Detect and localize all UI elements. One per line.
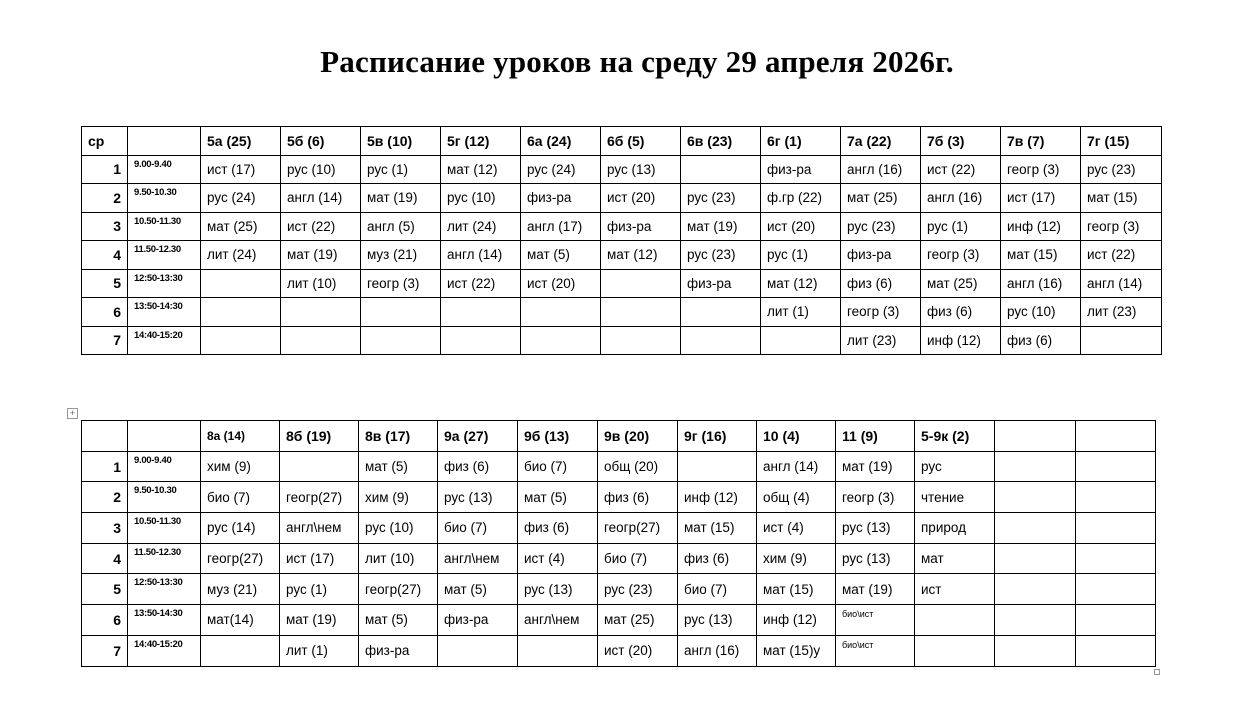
lesson-cell: мат (12)	[441, 155, 521, 184]
lesson-cell	[995, 451, 1076, 482]
lesson-cell: общ (4)	[757, 482, 836, 513]
lesson-cell: рус (13)	[836, 543, 915, 574]
lesson-cell: мат (15)	[1081, 184, 1162, 213]
class-header-cell: 5а (25)	[201, 127, 281, 156]
lesson-cell: физ (6)	[678, 543, 757, 574]
page-title: Расписание уроков на среду 29 апреля 2026г.	[320, 44, 954, 79]
lesson-cell: рус (23)	[841, 212, 921, 241]
lesson-time-cell: 9.00-9.40	[128, 155, 201, 184]
lesson-cell: био (7)	[598, 543, 678, 574]
lesson-row	[82, 184, 1162, 213]
lesson-cell: лит (24)	[201, 241, 281, 270]
lesson-cell	[518, 635, 598, 666]
lesson-cell	[601, 269, 681, 298]
lesson-cell: рус (10)	[441, 184, 521, 213]
lesson-cell: чтение	[915, 482, 995, 513]
lesson-cell: инф (12)	[921, 326, 1001, 355]
lesson-row	[82, 543, 1156, 574]
lesson-cell: рус (23)	[1081, 155, 1162, 184]
class-header-cell: 6в (23)	[681, 127, 761, 156]
lesson-row	[82, 605, 1156, 636]
lesson-cell	[995, 482, 1076, 513]
lesson-cell: рус (13)	[601, 155, 681, 184]
lesson-cell: мат (15)	[678, 513, 757, 544]
lesson-cell: англ\нем	[280, 513, 359, 544]
lesson-cell: ист	[915, 574, 995, 605]
lesson-cell: лит (1)	[280, 635, 359, 666]
lesson-number-cell: 7	[82, 326, 128, 355]
lesson-cell: лит (23)	[1081, 298, 1162, 327]
lesson-cell: био (7)	[438, 513, 518, 544]
lesson-number-cell: 2	[82, 482, 128, 513]
lesson-cell	[521, 326, 601, 355]
lesson-time-cell: 11.50-12.30	[128, 241, 201, 270]
lesson-cell: ист (17)	[1001, 184, 1081, 213]
lesson-cell: англ (17)	[521, 212, 601, 241]
time-header-cell	[128, 421, 201, 452]
lesson-time-cell: 9.50-10.30	[128, 184, 201, 213]
lesson-cell: англ (16)	[1001, 269, 1081, 298]
lesson-cell	[681, 155, 761, 184]
lesson-number-cell: 4	[82, 543, 128, 574]
lesson-cell: ист (4)	[518, 543, 598, 574]
lesson-cell: англ (14)	[281, 184, 361, 213]
lesson-cell: ист (20)	[598, 635, 678, 666]
lesson-cell: физ-ра	[521, 184, 601, 213]
class-header-cell: 7б (3)	[921, 127, 1001, 156]
lesson-cell	[601, 326, 681, 355]
lesson-cell	[995, 513, 1076, 544]
lesson-cell: геогр(27)	[359, 574, 438, 605]
lesson-cell: ист (4)	[757, 513, 836, 544]
lesson-row	[82, 155, 1162, 184]
lesson-time-cell: 9.50-10.30	[128, 482, 201, 513]
lesson-row	[82, 635, 1156, 666]
lesson-cell: англ (16)	[841, 155, 921, 184]
lesson-cell: био\ист	[836, 605, 915, 636]
lesson-cell	[201, 635, 280, 666]
lesson-cell: ист (20)	[601, 184, 681, 213]
lesson-cell	[995, 605, 1076, 636]
lesson-cell: англ (14)	[441, 241, 521, 270]
lesson-cell: ист (22)	[1081, 241, 1162, 270]
lesson-number-cell: 3	[82, 212, 128, 241]
lesson-time-cell: 9.00-9.40	[128, 451, 201, 482]
lesson-cell: англ (14)	[1081, 269, 1162, 298]
lesson-cell: ф.гр (22)	[761, 184, 841, 213]
class-header-cell: 10 (4)	[757, 421, 836, 452]
table-resize-handle-icon[interactable]	[1154, 669, 1160, 675]
lesson-number-cell: 3	[82, 513, 128, 544]
lesson-time-cell: 11.50-12.30	[128, 543, 201, 574]
class-header-cell: 7а (22)	[841, 127, 921, 156]
lesson-cell	[1076, 543, 1156, 574]
lesson-cell: био (7)	[678, 574, 757, 605]
table-move-handle-icon[interactable]: +	[67, 408, 78, 419]
lesson-cell: мат	[915, 543, 995, 574]
lesson-cell: лит (24)	[441, 212, 521, 241]
lesson-cell: рус (24)	[521, 155, 601, 184]
lesson-cell: мат (15)	[1001, 241, 1081, 270]
class-header-cell	[995, 421, 1076, 452]
lesson-cell: рус (13)	[518, 574, 598, 605]
table-header-row	[82, 421, 1156, 452]
lesson-time-cell: 14:40-15:20	[128, 326, 201, 355]
lesson-cell: рус (13)	[438, 482, 518, 513]
lesson-cell: лит (10)	[281, 269, 361, 298]
lesson-cell: англ (16)	[678, 635, 757, 666]
lesson-number-cell: 6	[82, 298, 128, 327]
lesson-number-cell: 7	[82, 635, 128, 666]
lesson-cell	[1076, 513, 1156, 544]
lesson-number-cell: 6	[82, 605, 128, 636]
lesson-cell: био (7)	[201, 482, 280, 513]
lesson-cell: физ (6)	[438, 451, 518, 482]
lesson-cell: ист (22)	[921, 155, 1001, 184]
lesson-cell	[1076, 574, 1156, 605]
class-header-cell: 7г (15)	[1081, 127, 1162, 156]
lesson-cell: рус (10)	[359, 513, 438, 544]
lesson-cell: геогр(27)	[598, 513, 678, 544]
lesson-row	[82, 269, 1162, 298]
lesson-cell	[681, 326, 761, 355]
lesson-cell: англ (5)	[361, 212, 441, 241]
lesson-number-cell: 1	[82, 451, 128, 482]
lesson-cell: мат (5)	[521, 241, 601, 270]
lesson-cell: физ (6)	[841, 269, 921, 298]
lesson-cell: мат (19)	[836, 451, 915, 482]
lesson-cell: англ\нем	[438, 543, 518, 574]
lesson-cell	[761, 326, 841, 355]
lesson-cell	[438, 635, 518, 666]
lesson-cell: мат (19)	[281, 241, 361, 270]
lesson-cell: физ (6)	[921, 298, 1001, 327]
lesson-cell	[601, 298, 681, 327]
lesson-cell: физ (6)	[1001, 326, 1081, 355]
lesson-cell: физ-ра	[601, 212, 681, 241]
lesson-cell	[915, 605, 995, 636]
lesson-row	[82, 574, 1156, 605]
lesson-cell	[521, 298, 601, 327]
lesson-time-cell: 12:50-13:30	[128, 574, 201, 605]
lesson-cell	[201, 298, 281, 327]
lesson-cell: рус (23)	[681, 241, 761, 270]
lesson-cell: геогр (3)	[1001, 155, 1081, 184]
lesson-cell	[995, 635, 1076, 666]
lesson-cell: рус (24)	[201, 184, 281, 213]
lesson-cell: физ-ра	[359, 635, 438, 666]
lesson-row	[82, 513, 1156, 544]
lesson-cell: геогр (3)	[921, 241, 1001, 270]
time-header-cell	[128, 127, 201, 156]
lesson-cell: мат (25)	[921, 269, 1001, 298]
class-header-cell: 9г (16)	[678, 421, 757, 452]
class-header-cell: 9в (20)	[598, 421, 678, 452]
lesson-cell: мат (5)	[438, 574, 518, 605]
day-label-cell: ср	[82, 127, 128, 156]
lesson-number-cell: 2	[82, 184, 128, 213]
lesson-row	[82, 326, 1162, 355]
lesson-cell: инф (12)	[678, 482, 757, 513]
class-header-cell: 6б (5)	[601, 127, 681, 156]
lesson-cell: муз (21)	[201, 574, 280, 605]
lesson-cell: мат (25)	[841, 184, 921, 213]
lesson-cell	[281, 326, 361, 355]
lesson-cell: рус (23)	[681, 184, 761, 213]
class-header-cell: 8а (14)	[201, 421, 280, 452]
lesson-cell: мат (5)	[359, 451, 438, 482]
lesson-cell: геогр (3)	[1081, 212, 1162, 241]
lesson-cell	[201, 269, 281, 298]
lesson-cell	[1081, 326, 1162, 355]
lesson-cell: рус (23)	[598, 574, 678, 605]
lesson-cell	[281, 298, 361, 327]
class-header-cell: 5г (12)	[441, 127, 521, 156]
lesson-cell: англ (14)	[757, 451, 836, 482]
class-header-cell: 7в (7)	[1001, 127, 1081, 156]
lesson-cell: ист (22)	[441, 269, 521, 298]
class-header-cell: 9б (13)	[518, 421, 598, 452]
class-header-cell: 5б (6)	[281, 127, 361, 156]
class-header-cell: 5в (10)	[361, 127, 441, 156]
lesson-cell: мат (12)	[601, 241, 681, 270]
lesson-cell	[681, 298, 761, 327]
lesson-cell: мат (25)	[201, 212, 281, 241]
lesson-number-cell: 4	[82, 241, 128, 270]
lesson-cell: англ\нем	[518, 605, 598, 636]
lesson-cell	[280, 451, 359, 482]
lesson-time-cell: 13:50-14:30	[128, 298, 201, 327]
lesson-time-cell: 10.50-11.30	[128, 513, 201, 544]
lesson-cell: ист (17)	[201, 155, 281, 184]
lesson-cell: геогр (3)	[361, 269, 441, 298]
lesson-cell: общ (20)	[598, 451, 678, 482]
lesson-cell	[995, 574, 1076, 605]
lesson-cell	[1076, 451, 1156, 482]
lesson-cell: лит (1)	[761, 298, 841, 327]
lesson-cell: хим (9)	[359, 482, 438, 513]
lesson-cell	[361, 326, 441, 355]
lesson-cell: рус (1)	[921, 212, 1001, 241]
lesson-cell	[915, 635, 995, 666]
class-header-cell: 5-9к (2)	[915, 421, 995, 452]
lesson-cell: ист (22)	[281, 212, 361, 241]
class-header-cell: 8в (17)	[359, 421, 438, 452]
lesson-cell: мат (19)	[836, 574, 915, 605]
lesson-cell: геогр (3)	[841, 298, 921, 327]
lesson-row	[82, 241, 1162, 270]
class-header-cell: 11 (9)	[836, 421, 915, 452]
lesson-cell: рус (10)	[1001, 298, 1081, 327]
lesson-time-cell: 13:50-14:30	[128, 605, 201, 636]
lesson-cell: мат (5)	[518, 482, 598, 513]
lesson-cell: физ-ра	[681, 269, 761, 298]
lesson-cell	[995, 543, 1076, 574]
lesson-cell	[441, 326, 521, 355]
lesson-time-cell: 14:40-15:20	[128, 635, 201, 666]
lesson-cell: англ (16)	[921, 184, 1001, 213]
lesson-cell	[1076, 635, 1156, 666]
lesson-cell: ист (20)	[521, 269, 601, 298]
lesson-cell: мат (19)	[280, 605, 359, 636]
lesson-cell: рус (10)	[281, 155, 361, 184]
schedule-table-grades-5-7	[81, 126, 1162, 355]
lesson-cell: лит (23)	[841, 326, 921, 355]
table-header-row	[82, 127, 1162, 156]
class-header-cell: 8б (19)	[280, 421, 359, 452]
lesson-cell: мат (25)	[598, 605, 678, 636]
lesson-cell: рус (14)	[201, 513, 280, 544]
lesson-time-cell: 12:50-13:30	[128, 269, 201, 298]
lesson-cell: мат (19)	[681, 212, 761, 241]
lesson-cell: рус (1)	[361, 155, 441, 184]
lesson-number-cell: 1	[82, 155, 128, 184]
lesson-cell: хим (9)	[757, 543, 836, 574]
lesson-row	[82, 212, 1162, 241]
lesson-row	[82, 482, 1156, 513]
lesson-cell: физ (6)	[598, 482, 678, 513]
class-header-cell: 6г (1)	[761, 127, 841, 156]
lesson-cell: мат (15)	[757, 574, 836, 605]
lesson-cell: ист (17)	[280, 543, 359, 574]
lesson-cell	[1076, 482, 1156, 513]
class-header-cell: 9а (27)	[438, 421, 518, 452]
lesson-cell: мат(14)	[201, 605, 280, 636]
lesson-cell	[361, 298, 441, 327]
lesson-cell: физ (6)	[518, 513, 598, 544]
lesson-cell: мат (12)	[761, 269, 841, 298]
lesson-cell: био\ист	[836, 635, 915, 666]
lesson-cell: инф (12)	[1001, 212, 1081, 241]
lesson-cell: инф (12)	[757, 605, 836, 636]
lesson-cell: физ-ра	[761, 155, 841, 184]
lesson-cell: био (7)	[518, 451, 598, 482]
lesson-cell: рус (13)	[836, 513, 915, 544]
lesson-cell: геогр (3)	[836, 482, 915, 513]
lesson-cell: геогр(27)	[201, 543, 280, 574]
lesson-cell: рус (1)	[280, 574, 359, 605]
lesson-row	[82, 451, 1156, 482]
lesson-row	[82, 298, 1162, 327]
lesson-cell	[678, 451, 757, 482]
lesson-cell: мат (15)у	[757, 635, 836, 666]
lesson-cell	[201, 326, 281, 355]
lesson-number-cell: 5	[82, 269, 128, 298]
class-header-cell: 6а (24)	[521, 127, 601, 156]
lesson-cell: муз (21)	[361, 241, 441, 270]
lesson-cell	[1076, 605, 1156, 636]
lesson-cell: мат (5)	[359, 605, 438, 636]
lesson-cell: рус (1)	[761, 241, 841, 270]
lesson-cell: природ	[915, 513, 995, 544]
lesson-cell: мат (19)	[361, 184, 441, 213]
lesson-cell: физ-ра	[841, 241, 921, 270]
schedule-table-grades-8-11	[81, 420, 1156, 667]
lesson-cell: физ-ра	[438, 605, 518, 636]
lesson-cell: лит (10)	[359, 543, 438, 574]
day-label-cell	[82, 421, 128, 452]
lesson-cell: ист (20)	[761, 212, 841, 241]
class-header-cell	[1076, 421, 1156, 452]
lesson-number-cell: 5	[82, 574, 128, 605]
lesson-cell: хим (9)	[201, 451, 280, 482]
lesson-time-cell: 10.50-11.30	[128, 212, 201, 241]
lesson-cell: геогр(27)	[280, 482, 359, 513]
lesson-cell	[441, 298, 521, 327]
lesson-cell: рус	[915, 451, 995, 482]
lesson-cell: рус (13)	[678, 605, 757, 636]
